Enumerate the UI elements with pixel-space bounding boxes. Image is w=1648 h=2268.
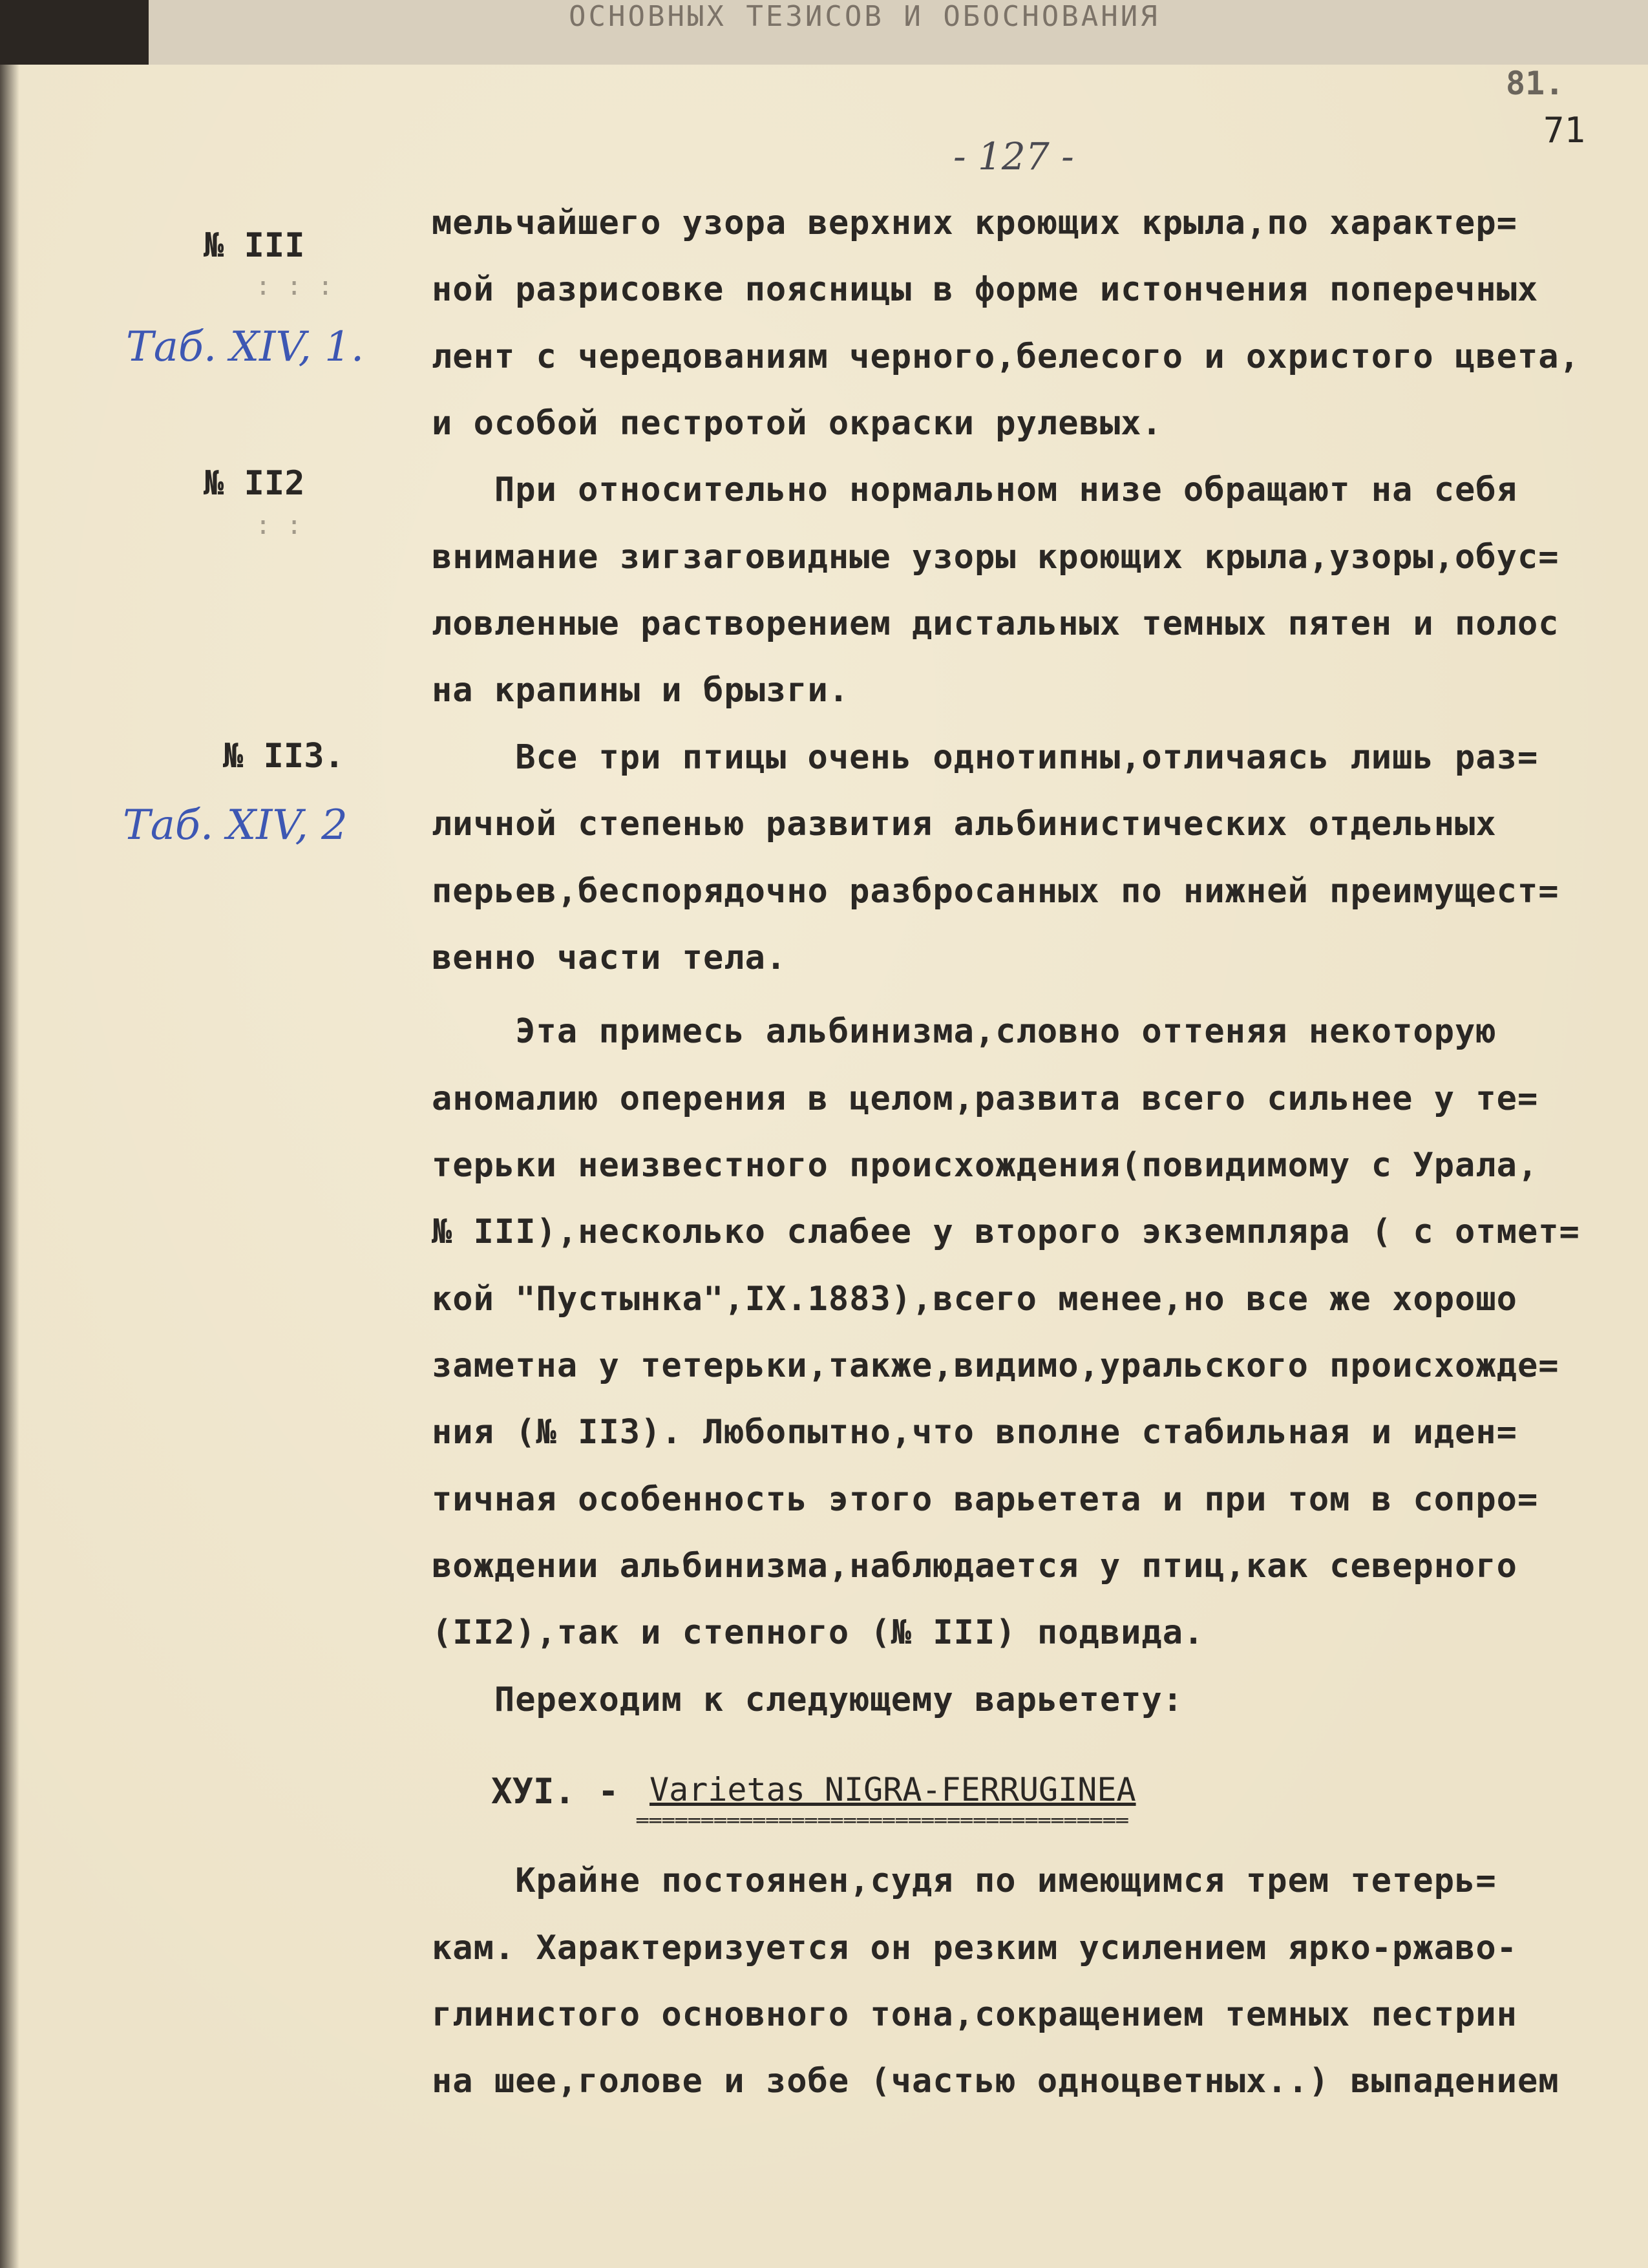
body-line: кой "Пустынка",IX.1883),всего менее,но все же хорошо (432, 1280, 1517, 1319)
body-line: кам. Характеризуется он резким усилением ярко-ржаво- (432, 1929, 1517, 1967)
body-line: личной степенью развития альбинистических отдельных (432, 805, 1497, 843)
body-line: на крапины и брызги. (432, 671, 850, 710)
body-line: ловленные растворением дистальных темных пятен и полос (432, 604, 1559, 643)
body-line: При относительно нормальном низе обращают на себя (432, 471, 1517, 509)
section-dash: - (598, 1771, 619, 1812)
body-line: мельчайшего узора верхних кроющих крыла,по характер= (432, 204, 1517, 242)
body-line: заметна у тетерьки,также,видимо,уральского происхожде= (432, 1346, 1559, 1385)
body-line: (II2),так и степного (№ III) подвида. (432, 1613, 1205, 1652)
margin-specimen-111: № III (204, 226, 305, 265)
section-title: Varietas NIGRA-FERRUGINEA (650, 1771, 1136, 1808)
body-line: ной разрисовке поясницы в форме истончения поперечных (432, 270, 1539, 309)
body-line: и особой пестротой окраски рулевых. (432, 404, 1163, 443)
bleed-through-heading: ОСНОВНЫХ ТЕЗИСОВ И ОБОСНОВАНИЯ (569, 0, 1160, 33)
page-number: - 127 - (953, 134, 1074, 178)
body-line: глинистого основного тона,сокращением темных пестрин (432, 1995, 1517, 2034)
body-line: лент с чередованиям черного,белесого и охристого цвета, (432, 337, 1580, 376)
backing-page-strip (149, 0, 1648, 65)
folio-number: 71 (1543, 110, 1586, 151)
folio-top-number: 81. (1506, 65, 1565, 102)
body-line: № III),несколько слабее у второго экземпляра ( с отмет= (432, 1213, 1580, 1251)
section-number: ХУI. (491, 1771, 576, 1812)
margin-specimen-112: № II2 (204, 464, 305, 503)
binding-shadow (0, 65, 19, 2268)
body-line: венно части тела. (432, 938, 787, 977)
bleed-dots: : : (255, 511, 302, 540)
margin-specimen-113: № II3. (223, 737, 344, 776)
body-line: на шее,голове и зобе (частью одноцветных..) выпадением (432, 2062, 1559, 2101)
title-double-underline: ══════════════════════════════════════ (637, 1810, 1130, 1832)
body-line: аномалию оперения в целом,развита всего сильнее у те= (432, 1079, 1539, 1118)
margin-table-ref-14-2: Таб. XIV, 2 (123, 801, 348, 849)
body-line: Все три птицы очень однотипны,отличаясь лишь раз= (432, 738, 1539, 777)
body-line: внимание зигзаговидные узоры кроющих крыла,узоры,обус= (432, 538, 1559, 577)
body-line: ния (№ II3). Любопытно,что вполне стабильная и иден= (432, 1413, 1517, 1452)
body-line: Крайне постоянен,судя по имеющимся трем тетерь= (432, 1861, 1497, 1900)
body-line: терьки неизвестного происхождения(повидимому с Урала, (432, 1146, 1539, 1185)
bleed-dots: : : : (255, 271, 333, 301)
body-line: Переходим к следующему варьетету: (432, 1680, 1184, 1719)
margin-table-ref-14-1: Таб. XIV, 1. (126, 323, 364, 371)
body-line: вождении альбинизма,наблюдается у птиц,как северного (432, 1547, 1517, 1585)
body-line: перьев,беспорядочно разбросанных по нижней преимущест= (432, 872, 1559, 911)
body-line: Эта примесь альбинизма,словно оттеняя некоторую (432, 1012, 1497, 1051)
body-line: тичная особенность этого варьетета и при том в сопро= (432, 1480, 1539, 1519)
